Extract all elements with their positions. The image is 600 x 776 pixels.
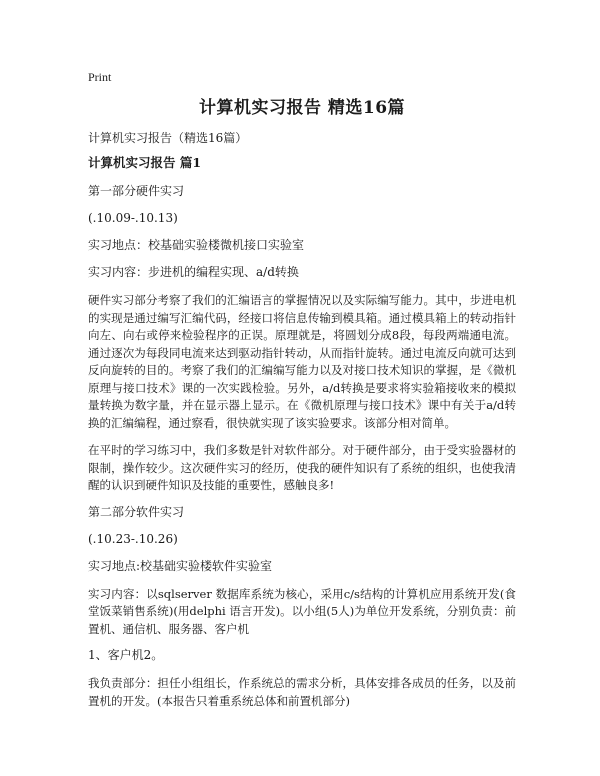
- part2-date: (.10.23-.10.26): [88, 531, 178, 546]
- print-link[interactable]: Print: [88, 70, 112, 84]
- document-title: 计算机实习报告 精选16篇: [198, 98, 406, 118]
- part1-paragraph-1: 硬件实习部分考察了我们的汇编语言的掌握情况以及实际编写能力。其中，步进电机的实现是通过编写汇编代码，经接口将信息传输到模具箱。通过模具箱上的转动指针向左、向右或停来检验程序的正误。原理就是，将圆划分成8段，每段两端通电流。通过逐次为每段同电流来达到驱动指针转动，从而指针旋转。通过电流反向就可达到反向旋转的目的。考察了我们的汇编编写能力以及对接口技术知识的掌握，是《微机原理与接口技术》课的一次实践检验。另外，a/d转换是要求将实验箱接收来的模拟量转换为数字量，并在显示器上显示。在《微机原理与接口技术》课中有关于a/d转换的汇编编程，通过察看，很快就实现了该实验要求。该部分相对简单。: [88, 293, 516, 430]
- part1-content: 实习内容：步进机的编程实现、a/d转换: [88, 265, 299, 279]
- document-body: [88, 96, 516, 710]
- section-heading: 计算机实习报告 篇1: [88, 155, 202, 170]
- part2-content: 实习内容：以sqlserver 数据库系统为核心，采用c/s结构的计算机应用系统开发(食堂饭菜销售系统)(用delphi 语言开发)。以小组(5人)为单位开发系统，分别负责：前置机、通信机、服务器、客户机: [88, 586, 516, 636]
- document-subtitle: 计算机实习报告（精选16篇）: [88, 131, 248, 145]
- part2-responsibility: 我负责部分：担任小组组长，作系统总的需求分析，具体安排各成员的任务，以及前置机的开发。(本报告只着重系统总体和前置机部分): [88, 676, 516, 708]
- part1-paragraph-2: 在平时的学习练习中，我们多数是针对软件部分。对于硬件部分，由于受实验器材的限制，操作较少。这次硬件实习的经历，使我的硬件知识有了系统的组织，也使我清醒的认识到硬件知识及技能的重要性，感触良多!: [88, 443, 516, 492]
- part1-heading: 第一部分硬件实习: [88, 184, 185, 198]
- part2-heading: 第二部分软件实习: [88, 504, 185, 519]
- part2-item-1: 1、客户机2。: [88, 648, 164, 662]
- part1-location: 实习地点：校基础实验楼微机接口实验室: [88, 238, 305, 252]
- part2-location: 实习地点:校基础实验楼软件实验室: [88, 558, 273, 573]
- part1-date: (.10.09-.10.13): [88, 211, 178, 225]
